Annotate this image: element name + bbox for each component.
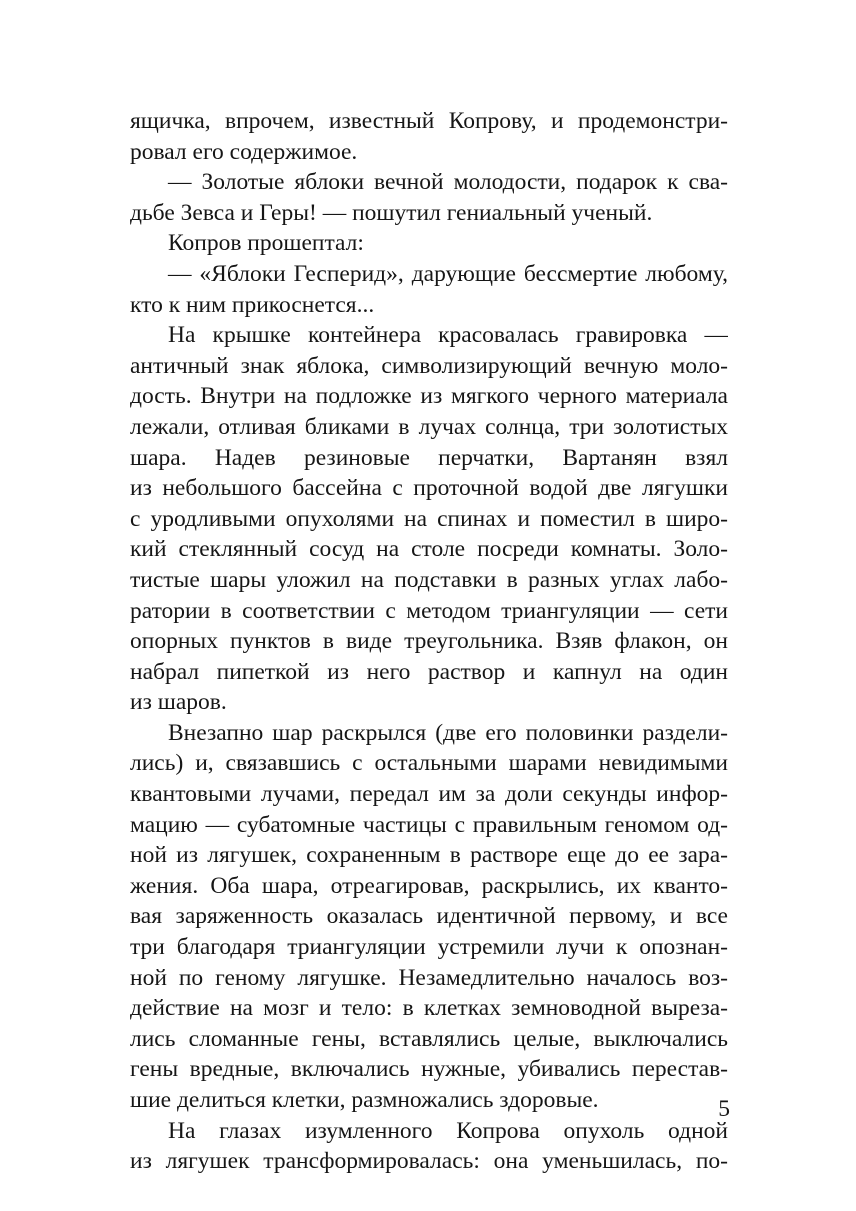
text-line: кий стеклянный сосуд на столе посреди комнаты. Золо- xyxy=(130,536,728,563)
text-line: ной по геному лягушке. Незамедлительно началось воз- xyxy=(130,964,728,991)
text-line: лись) и, связавшись с остальными шарами невидимыми xyxy=(130,750,728,777)
text-line: ровал его содержимое. xyxy=(130,138,358,165)
text-line: гены вредные, включались нужные, убивались перестав- xyxy=(130,1056,728,1083)
page-number: 5 xyxy=(718,1096,730,1122)
text-line: — «Яблоки Гесперид», дарующие бессмертие любому, xyxy=(168,260,728,287)
text-line: лежали, отливая бликами в лучах солнца, три золотистых xyxy=(130,413,728,440)
text-line: опорных пунктов в виде треугольника. Взяв флакон, он xyxy=(130,628,728,655)
text-line: дость. Внутри на подложке из мягкого черного материала xyxy=(130,383,728,410)
text-line: мацию — субатомные частицы с правильным геномом од- xyxy=(130,811,728,838)
text-line: античный знак яблока, символизирующий вечную моло- xyxy=(130,352,728,379)
text-line: из небольшого бассейна с проточной водой две лягушки xyxy=(130,475,728,502)
text-line: — Золотые яблоки вечной молодости, подарок к сва- xyxy=(168,169,728,196)
text-line: На крышке контейнера красовалась гравировка — xyxy=(168,322,728,349)
text-line: жения. Оба шара, отреагировав, раскрылись, их кванто- xyxy=(130,872,728,899)
text-line: кто к ним прикоснется... xyxy=(130,291,375,318)
text-line: действие на мозг и тело: в клетках земноводной выреза- xyxy=(130,995,728,1022)
text-line: дьбе Зевса и Геры! — пошутил гениальный ученый. xyxy=(130,199,653,226)
text-line: вая заряженность оказалась идентичной первому, и все xyxy=(130,903,728,930)
text-line: ящичка, впрочем, известный Копрову, и продемонстри- xyxy=(130,108,728,134)
text-line: набрал пипеткой из него раствор и капнул на один xyxy=(130,658,728,685)
text-line: тистые шары уложил на подставки в разных углах лабо- xyxy=(130,566,728,593)
text-line: с уродливыми опухолями на спинах и поместил в широ- xyxy=(130,505,728,532)
text-line: Копров прошептал: xyxy=(168,230,364,257)
body-text xyxy=(130,106,728,1177)
text-line: три благодаря триангуляции устремили лучи к опознан- xyxy=(130,934,728,961)
text-line: шара. Надев резиновые перчатки, Вартанян взял xyxy=(130,444,728,471)
text-line: шие делиться клетки, размножались здоровые. xyxy=(130,1087,599,1113)
text-line: ной из лягушек, сохраненным в растворе еще до ее зара- xyxy=(130,842,728,869)
text-line: Внезапно шар раскрылся (две его половинки раздели- xyxy=(168,719,728,746)
text-line: из лягушек трансформировалась: она уменьшилась, по- xyxy=(130,1148,728,1175)
text-line: ратории в соответствии с методом триангуляции — сети xyxy=(130,597,728,624)
text-line: из шаров. xyxy=(130,689,227,716)
text-line: квантовыми лучами, передал им за доли секунды инфор- xyxy=(130,781,728,808)
text-line: лись сломанные гены, вставлялись целые, выключались xyxy=(130,1025,728,1052)
text-line: На глазах изумленного Копрова опухоль одной xyxy=(168,1117,728,1144)
